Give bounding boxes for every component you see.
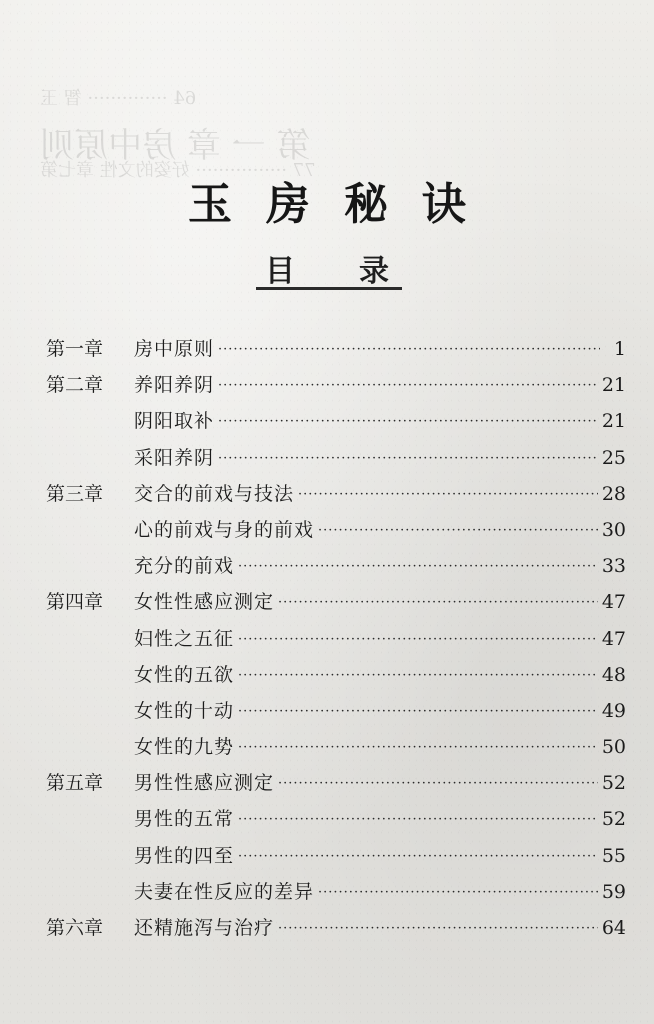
toc-entry-title: 男性的四至 [134, 844, 235, 867]
toc-dot-leader [238, 694, 598, 730]
toc-dot-leader [238, 658, 598, 694]
toc-entry[interactable] [46, 584, 626, 620]
toc-entry[interactable] [46, 765, 626, 801]
toc-entry[interactable] [46, 403, 626, 439]
contents-heading [0, 246, 654, 290]
show-through-text: 77 ················ 好姿的文性 章七第 [40, 160, 316, 181]
toc-chapter-number: 第一章 [46, 338, 104, 360]
toc-dot-leader [278, 766, 598, 802]
contents-heading-text: 目录 [265, 254, 453, 289]
toc-entry[interactable] [46, 801, 626, 837]
toc-entry[interactable] [46, 367, 626, 403]
toc-dot-leader [218, 332, 600, 368]
toc-entry-title: 房中原则 [134, 338, 215, 360]
toc-entry-title: 养阳养阴 [134, 374, 215, 397]
toc-dot-leader [238, 730, 598, 766]
show-through-text: 第 一 章 房中原则 [40, 126, 311, 166]
toc-dot-leader [318, 875, 598, 911]
show-through-text: 64 ·············· 智 玉 [40, 88, 197, 109]
toc-chapter-number: 第五章 [46, 772, 104, 795]
toc-page-number: 50 [601, 736, 626, 759]
toc-entry-title: 女性的九势 [134, 736, 235, 759]
toc-dot-leader [278, 585, 598, 621]
toc-entry[interactable] [46, 512, 626, 548]
book-title: 玉房秘诀 [188, 179, 500, 230]
toc-entry-title: 还精施泻与治疗 [134, 917, 275, 939]
toc-chapter-number: 第六章 [46, 917, 104, 939]
toc-page-number: 28 [601, 482, 626, 505]
toc-page-number: 1 [613, 338, 626, 360]
toc-page-number: 21 [601, 374, 626, 397]
toc-dot-leader [218, 368, 598, 404]
heading-underline [256, 287, 402, 290]
toc-entry-title: 阴阳取补 [134, 410, 215, 433]
toc-dot-leader [218, 441, 598, 477]
toc-entry[interactable] [46, 657, 626, 693]
toc-entry[interactable] [46, 729, 626, 765]
toc-page-number: 25 [601, 446, 626, 469]
toc-chapter-number: 第三章 [46, 482, 104, 505]
toc-entry[interactable] [46, 910, 626, 946]
toc-entry-title: 女性的五欲 [134, 663, 235, 686]
toc-page-number: 47 [601, 627, 626, 650]
toc-page-number: 52 [601, 808, 626, 831]
toc-dot-leader [238, 549, 598, 585]
toc-dot-leader [238, 839, 598, 875]
toc-entry-title: 女性性感应测定 [134, 591, 275, 614]
toc-entry-title: 心的前戏与身的前戏 [134, 518, 315, 541]
toc-dot-leader [278, 911, 598, 947]
toc-page-number: 55 [601, 844, 626, 867]
toc-entry-title: 充分的前戏 [134, 555, 235, 578]
toc-page-number: 49 [601, 699, 626, 722]
toc-page-number: 48 [601, 663, 626, 686]
toc-chapter-number: 第四章 [46, 591, 104, 614]
toc-entry[interactable] [46, 693, 626, 729]
toc-dot-leader [318, 513, 598, 549]
toc-page-number: 30 [601, 518, 626, 541]
toc-page-number: 21 [601, 410, 626, 433]
toc-entry[interactable] [46, 440, 626, 476]
toc-dot-leader [238, 802, 598, 838]
toc-entry-title: 女性的十动 [134, 699, 235, 722]
toc-page-number: 47 [601, 591, 626, 614]
toc-page-number: 52 [601, 772, 626, 795]
toc-page-number: 64 [601, 917, 626, 939]
toc-entry-title: 夫妻在性反应的差异 [134, 880, 315, 903]
toc-entry-title: 男性的五常 [134, 808, 235, 831]
toc-entry[interactable] [46, 838, 626, 874]
table-of-contents [46, 331, 626, 946]
toc-entry[interactable] [46, 331, 626, 367]
toc-entry-title: 男性性感应测定 [134, 772, 275, 795]
toc-entry-title: 采阳养阴 [134, 446, 215, 469]
toc-entry[interactable] [46, 621, 626, 657]
toc-dot-leader [298, 477, 598, 513]
toc-page-number: 59 [601, 880, 626, 903]
toc-dot-leader [238, 622, 598, 658]
toc-chapter-number: 第二章 [46, 374, 104, 397]
toc-entry-title: 妇性之五征 [134, 627, 235, 650]
toc-entry[interactable] [46, 874, 626, 910]
toc-dot-leader [218, 404, 598, 440]
toc-entry-title: 交合的前戏与技法 [134, 482, 295, 505]
toc-page-number: 33 [601, 555, 626, 578]
toc-entry[interactable] [46, 476, 626, 512]
toc-entry[interactable] [46, 548, 626, 584]
